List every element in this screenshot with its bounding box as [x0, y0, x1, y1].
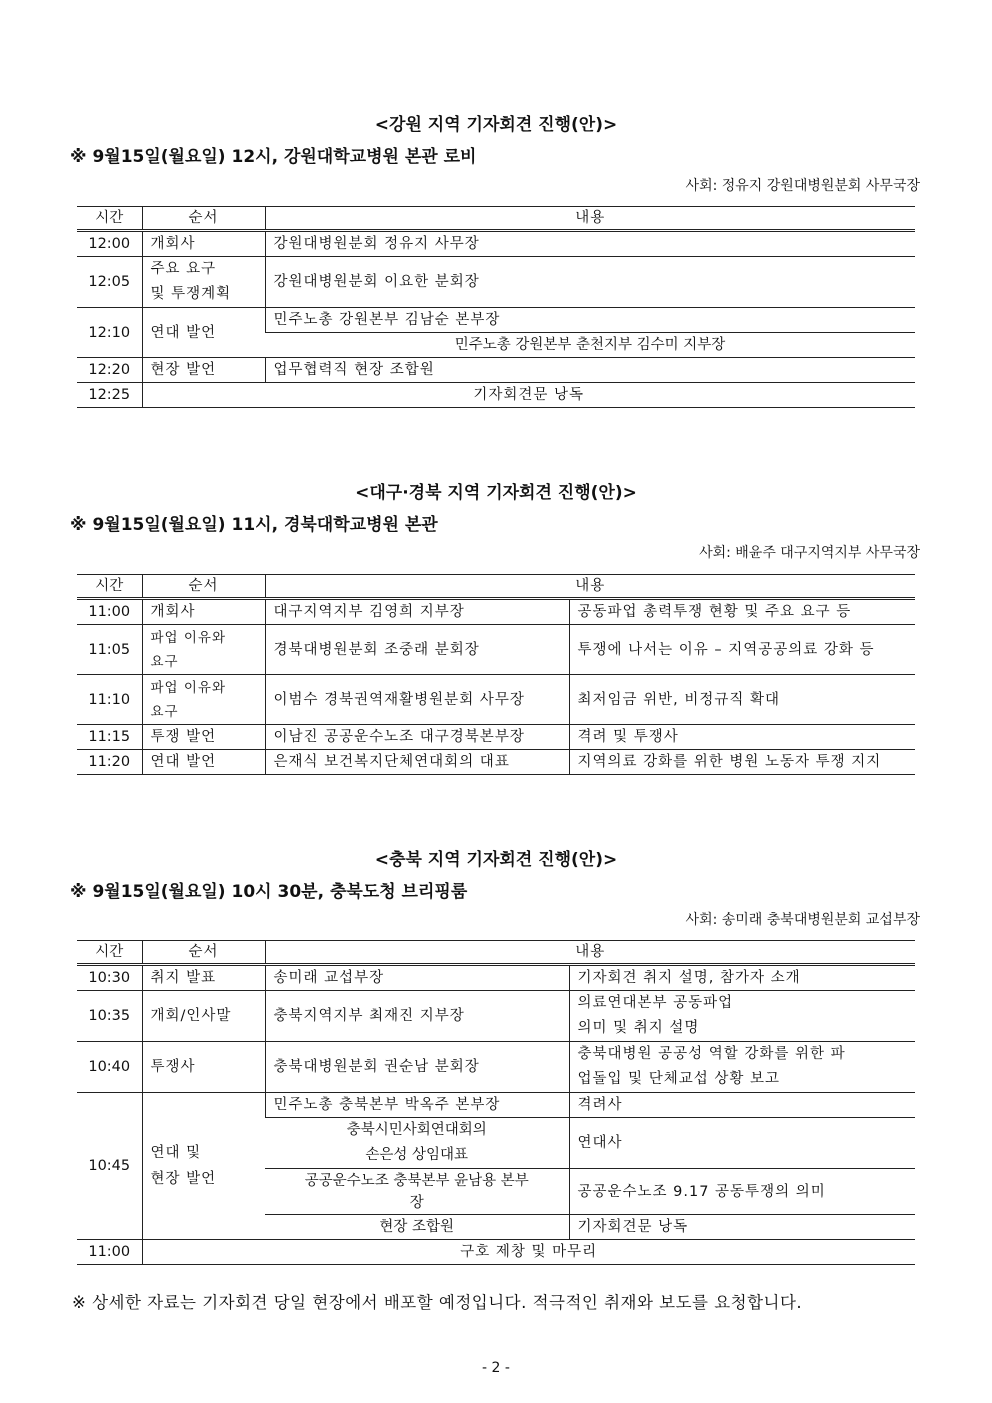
speaker-cell: 공공운수노조 충북본부 윤남용 본부 장	[265, 1169, 569, 1215]
table-row	[77, 625, 915, 675]
footnote: ※ 상세한 자료는 기자회견 당일 현장에서 배포할 예정입니다. 적극적인 취재와 보도를 요청합니다.	[72, 1293, 803, 1312]
order-cell: 주요 요구 및 투쟁계획	[142, 257, 265, 308]
order-cell: 파업 이유와 요구	[142, 625, 265, 675]
content-cell: 강원대병원분회 정유지 사무장	[265, 231, 915, 257]
speaker-cell: 현장 조합원	[265, 1215, 569, 1240]
time-cell: 10:35	[77, 991, 142, 1042]
speaker-cell: 이범수 경북권역재활병원분회 사무장	[265, 675, 569, 725]
order-cell: 투쟁 발언	[142, 725, 265, 750]
table-row	[77, 750, 915, 775]
table-row	[77, 308, 915, 333]
section-3-table	[77, 940, 915, 1265]
table-row	[77, 1093, 915, 1118]
table-row	[77, 725, 915, 750]
table-row	[77, 358, 915, 383]
speaker-cell: 충북대병원분회 권순남 분회장	[265, 1042, 569, 1093]
topic-cell: 공공운수노조 9.17 공동투쟁의 의미	[569, 1169, 915, 1215]
time-cell: 10:40	[77, 1042, 142, 1093]
time-cell: 12:20	[77, 358, 142, 383]
time-cell: 10:30	[77, 965, 142, 991]
topic-cell: 의료연대본부 공동파업 의미 및 취지 설명	[569, 991, 915, 1042]
topic-cell: 공동파업 총력투쟁 현황 및 주요 요구 등	[569, 599, 915, 625]
header-order: 순서	[142, 207, 265, 231]
speaker-cell: 은재식 보건복지단체연대회의 대표	[265, 750, 569, 775]
time-cell: 12:00	[77, 231, 142, 257]
topic-cell: 기자회견문 낭독	[569, 1215, 915, 1240]
time-cell: 11:20	[77, 750, 142, 775]
section-2-table	[77, 574, 915, 775]
time-cell: 12:25	[77, 383, 142, 408]
table-row	[77, 383, 915, 408]
content-cell: 민주노총 강원본부 김남순 본부장	[265, 308, 915, 333]
order-cell: 연대 및 현장 발언	[142, 1093, 265, 1240]
topic-cell: 기자회견 취지 설명, 참가자 소개	[569, 965, 915, 991]
topic-cell: 격려 및 투쟁사	[569, 725, 915, 750]
speaker-cell: 충북시민사회연대회의 손은성 상임대표	[265, 1118, 569, 1169]
order-cell: 현장 발언	[142, 358, 265, 383]
page-number: - 2 -	[482, 1360, 510, 1376]
order-cell: 연대 발언	[142, 750, 265, 775]
topic-cell: 지역의료 강화를 위한 병원 노동자 투쟁 지지	[569, 750, 915, 775]
content-cell: 민주노총 강원본부 춘천지부 김수미 지부장	[265, 333, 915, 358]
order-cell: 개회/인사말	[142, 991, 265, 1042]
order-cell: 연대 발언	[142, 308, 265, 358]
speaker-cell: 민주노총 충북본부 박옥주 본부장	[265, 1093, 569, 1118]
time-cell: 11:10	[77, 675, 142, 725]
table-row	[77, 599, 915, 625]
topic-cell: 격려사	[569, 1093, 915, 1118]
header-time: 시간	[77, 207, 142, 231]
speaker-cell: 대구지역지부 김영희 지부장	[265, 599, 569, 625]
topic-cell: 충북대병원 공공성 역할 강화를 위한 파 업돌입 및 단체교섭 상황 보고	[569, 1042, 915, 1093]
section-1-table	[77, 206, 915, 408]
order-cell: 취지 발표	[142, 965, 265, 991]
topic-cell: 투쟁에 나서는 이유 – 지역공공의료 강화 등	[569, 625, 915, 675]
order-cell: 파업 이유와 요구	[142, 675, 265, 725]
time-cell: 12:05	[77, 257, 142, 308]
section-2-subtitle: ※ 9월15일(월요일) 11시, 경북대학교병원 본관	[70, 515, 438, 535]
time-cell: 11:00	[77, 599, 142, 625]
section-1-title: <강원 지역 기자회견 진행(안)>	[374, 115, 618, 135]
header-content: 내용	[265, 207, 915, 231]
table-row	[77, 1042, 915, 1093]
header-time: 시간	[77, 575, 142, 599]
time-cell: 10:45	[77, 1093, 142, 1240]
topic-cell: 최저임금 위반, 비정규직 확대	[569, 675, 915, 725]
header-content: 내용	[265, 941, 915, 965]
section-1-subtitle: ※ 9월15일(월요일) 12시, 강원대학교병원 본관 로비	[70, 147, 477, 167]
time-cell: 11:05	[77, 625, 142, 675]
speaker-cell: 이남진 공공운수노조 대구경북본부장	[265, 725, 569, 750]
content-cell: 구호 제창 및 마무리	[142, 1240, 915, 1265]
time-cell: 11:15	[77, 725, 142, 750]
order-cell: 개회사	[142, 599, 265, 625]
order-cell: 개회사	[142, 231, 265, 257]
header-content: 내용	[265, 575, 915, 599]
section-3-title: <충북 지역 기자회견 진행(안)>	[374, 850, 618, 870]
section-3-subtitle: ※ 9월15일(월요일) 10시 30분, 충북도청 브리핑룸	[70, 882, 468, 902]
time-cell: 11:00	[77, 1240, 142, 1265]
table-row	[77, 675, 915, 725]
header-time: 시간	[77, 941, 142, 965]
speaker-cell: 충북지역지부 최재진 지부장	[265, 991, 569, 1042]
content-cell: 강원대병원분회 이요한 분회장	[265, 257, 915, 308]
time-cell: 12:10	[77, 308, 142, 358]
speaker-cell: 송미래 교섭부장	[265, 965, 569, 991]
table-row	[77, 231, 915, 257]
section-2-moderator: 사회: 배윤주 대구지역지부 사무국장	[699, 545, 920, 561]
order-cell: 투쟁사	[142, 1042, 265, 1093]
content-cell: 기자회견문 낭독	[142, 383, 915, 408]
table-row	[77, 1240, 915, 1265]
table-row	[77, 991, 915, 1042]
table-row	[77, 257, 915, 308]
content-cell: 업무협력직 현장 조합원	[265, 358, 915, 383]
header-order: 순서	[142, 575, 265, 599]
section-2-title: <대구·경북 지역 기자회견 진행(안)>	[355, 483, 637, 503]
topic-cell: 연대사	[569, 1118, 915, 1169]
speaker-cell: 경북대병원분회 조중래 분회장	[265, 625, 569, 675]
section-1-moderator: 사회: 정유지 강원대병원분회 사무국장	[685, 178, 920, 194]
header-order: 순서	[142, 941, 265, 965]
table-row	[77, 965, 915, 991]
section-3-moderator: 사회: 송미래 충북대병원분회 교섭부장	[685, 912, 920, 928]
